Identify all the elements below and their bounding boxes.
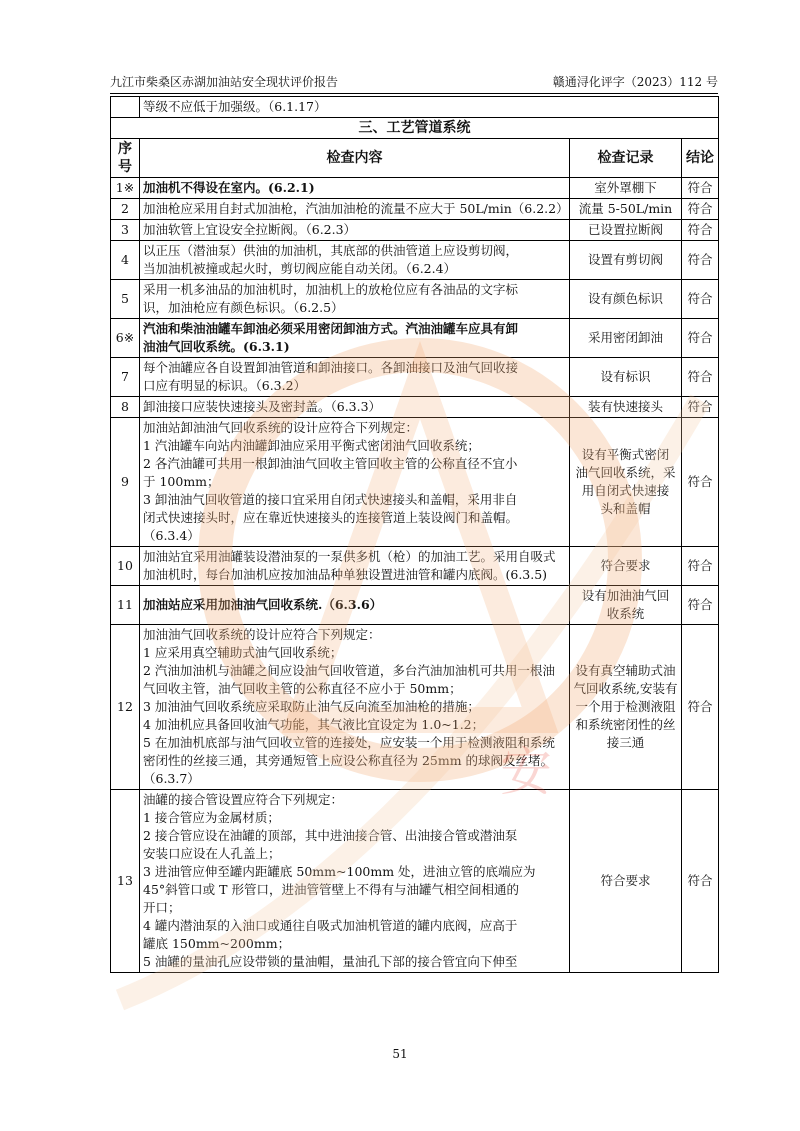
content-line: 3 进油管应伸至罐内距罐底 50mm~100mm 处，进油立管的底端应为: [143, 864, 536, 879]
column-header-conclusion: 结论: [682, 139, 719, 178]
content-line: 于 100mm；: [143, 474, 220, 489]
row-content: [140, 625, 570, 790]
row-record: [570, 178, 682, 199]
row-record: [570, 280, 682, 319]
content-line: 45°斜管口或 T 形管口，进油管管壁上不得有与油罐气相空间相通的: [143, 882, 519, 897]
content-line: 汽油和柴油油罐车卸油必须采用密闭卸油方式。汽油油罐车应具有卸: [143, 321, 519, 336]
carry-over-text: 等级不应低于加强级。（6.1.17）: [140, 97, 719, 118]
content-line: 识，加油枪应有颜色标识。（6.2.5）: [143, 300, 344, 315]
content-line: 5 在加油机底部与油气回收立管的连接处，应安装一个用于检测液阻和系统: [143, 735, 555, 750]
row-conclusion: 符合: [682, 586, 719, 625]
content-line: 以正压（潜油泵）供油的加油机，其底部的供油管道上应设剪切阀，: [143, 243, 519, 258]
table-row: [111, 199, 719, 220]
column-header-row: [111, 139, 719, 178]
content-line: 4 加油机应具备回收油气功能，其气液比宜设定为 1.0~1.2；: [143, 717, 485, 732]
record-line: 设有加油油气回: [581, 588, 670, 603]
table-row: [111, 280, 719, 319]
row-content: [140, 397, 570, 418]
record-line: 头和盖帽: [600, 501, 651, 516]
row-number: 12: [111, 625, 140, 790]
table-row: [111, 178, 719, 199]
row-content: [140, 241, 570, 280]
content-line: 闭式快速接头时，应在靠近快速接头的连接管道上装设阀门和盖帽。: [143, 510, 519, 525]
content-line: 3 加油油气回收系统应采取防止油气反向流至加油枪的措施；: [143, 699, 480, 714]
header-report-title: 九江市柴桑区赤湖加油站安全现状评价报告: [110, 75, 339, 89]
page-header: [110, 66, 718, 94]
record-line: 符合要求: [600, 873, 651, 888]
table-row: [111, 418, 719, 547]
page-number: 51: [392, 1047, 408, 1061]
content-line: 当加油机被撞或起火时，剪切阀应能自动关闭。（6.2.4）: [143, 261, 457, 276]
content-line: 5 油罐的量油孔应设带锁的量油帽，量油孔下部的接合管宜向下伸至: [143, 954, 518, 969]
row-conclusion: 符合: [682, 319, 719, 358]
section-title-row: [111, 118, 719, 139]
record-line: 装有快速接头: [587, 399, 663, 414]
content-line: 1 汽油罐车向站内油罐卸油应采用平衡式密闭油气回收系统；: [143, 438, 480, 453]
header-report-number: 赣通浔化评字（2023）112 号: [552, 75, 718, 89]
row-content: [140, 199, 570, 220]
record-line: 油气回收系统，采: [575, 465, 676, 480]
watermark-glyph: 安: [500, 743, 553, 803]
content-line: 2 汽油加油机与油罐之间应设油气回收管道，多台汽油加油机可共用一根油: [143, 663, 555, 678]
row-record: [570, 220, 682, 241]
table-row: [111, 625, 719, 790]
content-line: 油油气回收系统。(6.3.1): [143, 339, 290, 354]
row-record: [570, 790, 682, 973]
table-row: [111, 790, 719, 973]
content-line: 加油机不得设在室内。(6.2.1): [143, 180, 315, 195]
record-line: 已设置拉断阀: [587, 222, 663, 237]
content-line: 4 罐内潜油泵的入油口或通往自吸式加油机管道的罐内底阀，应高于: [143, 918, 518, 933]
row-conclusion: 符合: [682, 790, 719, 973]
row-conclusion: 符合: [682, 358, 719, 397]
record-line: 室外罩棚下: [594, 180, 657, 195]
row-number: 6※: [111, 319, 140, 358]
column-header-record: 检查记录: [570, 139, 682, 178]
content-line: 密闭性的丝接三通，其旁通短管上应设公称直径为 25mm 的球阀及丝堵。: [143, 753, 554, 768]
content-line: 卸油接口应装快速接头及密封盖。（6.3.3）: [143, 399, 382, 414]
row-content: [140, 418, 570, 547]
record-line: 接三通: [606, 735, 645, 750]
record-line: 符合要求: [600, 558, 651, 573]
content-line: 口应有明显的标识。（6.3.2）: [143, 378, 307, 393]
row-content: [140, 178, 570, 199]
record-line: 收系统: [606, 606, 645, 621]
table-row: [111, 241, 719, 280]
row-content: [140, 280, 570, 319]
table-row: [111, 220, 719, 241]
content-line: 采用一机多油品的加油机时，加油机上的放枪位应有各油品的文字标: [143, 282, 519, 297]
row-number: 3: [111, 220, 140, 241]
row-number: 9: [111, 418, 140, 547]
row-content: [140, 220, 570, 241]
content-line: （6.3.7）: [143, 771, 200, 786]
row-conclusion: 符合: [682, 241, 719, 280]
content-line: 加油站应采用加油油气回收系统.（6.3.6）: [143, 597, 383, 612]
content-line: 加油站宜采用油罐装设潜油泵的一泵供多机（枪）的加油工艺。采用自吸式: [143, 549, 556, 564]
content-line: 罐底 150mm~200mm；: [143, 936, 291, 951]
table-row: [111, 547, 719, 586]
row-record: [570, 586, 682, 625]
record-line: 一个用于检测液阻: [575, 699, 676, 714]
row-conclusion: 符合: [682, 178, 719, 199]
row-conclusion: 符合: [682, 397, 719, 418]
content-line: 加油枪应采用自封式加油枪，汽油加油枪的流量不应大于 50L/min（6.2.2）: [143, 201, 569, 216]
row-number: 8: [111, 397, 140, 418]
content-line: 2 接合管应设在油罐的顶部，其中进油接合管、出油接合管或潜油泵: [143, 828, 518, 843]
table-row: [111, 358, 719, 397]
row-content: [140, 319, 570, 358]
row-record: [570, 241, 682, 280]
row-number: 5: [111, 280, 140, 319]
carry-over-row: [111, 97, 719, 118]
row-content: [140, 586, 570, 625]
row-number: 10: [111, 547, 140, 586]
row-content: [140, 358, 570, 397]
record-line: 用自闭式快速接: [581, 483, 670, 498]
section-title: 三、工艺管道系统: [111, 118, 719, 139]
row-number: 1※: [111, 178, 140, 199]
row-record: [570, 547, 682, 586]
row-content: [140, 790, 570, 973]
column-header-no: 序号: [111, 139, 140, 178]
content-line: 每个油罐应各自设置卸油管道和卸油接口。各卸油接口及油气回收接: [143, 360, 519, 375]
record-line: 和系统密闭性的丝: [575, 717, 676, 732]
row-record: [570, 625, 682, 790]
record-line: 设有真空辅助式油: [575, 663, 676, 678]
row-number: 4: [111, 241, 140, 280]
row-record: [570, 418, 682, 547]
row-record: [570, 397, 682, 418]
row-number: 2: [111, 199, 140, 220]
content-line: 3 卸油油气回收管道的接口宜采用自闭式快速接头和盖帽，采用非自: [143, 492, 518, 507]
row-conclusion: 符合: [682, 220, 719, 241]
content-line: 油罐的接合管设置应符合下列规定：: [143, 792, 344, 807]
inspection-table: [110, 96, 719, 973]
content-line: 1 接合管应为金属材质；: [143, 810, 280, 825]
content-line: 2 各汽油罐可共用一根卸油油气回收主管回收主管的公称直径不宜小: [143, 456, 518, 471]
row-record: [570, 358, 682, 397]
record-line: 采用密闭卸油: [587, 330, 663, 345]
content-line: 加油软管上宜设安全拉断阀。（6.2.3）: [143, 222, 357, 237]
table-row: [111, 319, 719, 358]
record-line: 气回收系统,安装有: [573, 681, 678, 696]
content-line: 气回收主管，油气回收主管的公称直径不应小于 50mm；: [143, 681, 462, 696]
row-number: 11: [111, 586, 140, 625]
content-line: 加油机时，每台加油机应按加油品种单独设置进油管和罐内底阀。(6.3.5): [143, 567, 548, 582]
row-content: [140, 547, 570, 586]
row-conclusion: 符合: [682, 625, 719, 790]
row-record: [570, 199, 682, 220]
column-header-content: 检查内容: [140, 139, 570, 178]
content-line: 加油站卸油油气回收系统的设计应符合下列规定：: [143, 420, 419, 435]
row-conclusion: 符合: [682, 280, 719, 319]
record-line: 设有标识: [600, 369, 651, 384]
table-row: [111, 586, 719, 625]
row-record: [570, 319, 682, 358]
record-line: 设有颜色标识: [587, 291, 663, 306]
table-row: [111, 397, 719, 418]
row-conclusion: 符合: [682, 199, 719, 220]
content-line: （6.3.4）: [143, 528, 200, 543]
row-conclusion: 符合: [682, 418, 719, 547]
record-line: 设置有剪切阀: [587, 252, 663, 267]
row-number: 7: [111, 358, 140, 397]
content-line: 安装口应设在人孔盖上；: [143, 846, 281, 861]
content-line: 加油油气回收系统的设计应符合下列规定：: [143, 627, 381, 642]
record-line: 设有平衡式密闭: [581, 447, 670, 462]
record-line: 流量 5-50L/min: [578, 201, 673, 216]
row-number: 13: [111, 790, 140, 973]
content-line: 1 应采用真空辅助式油气回收系统；: [143, 645, 343, 660]
content-line: 开口；: [143, 900, 181, 915]
row-conclusion: 符合: [682, 547, 719, 586]
